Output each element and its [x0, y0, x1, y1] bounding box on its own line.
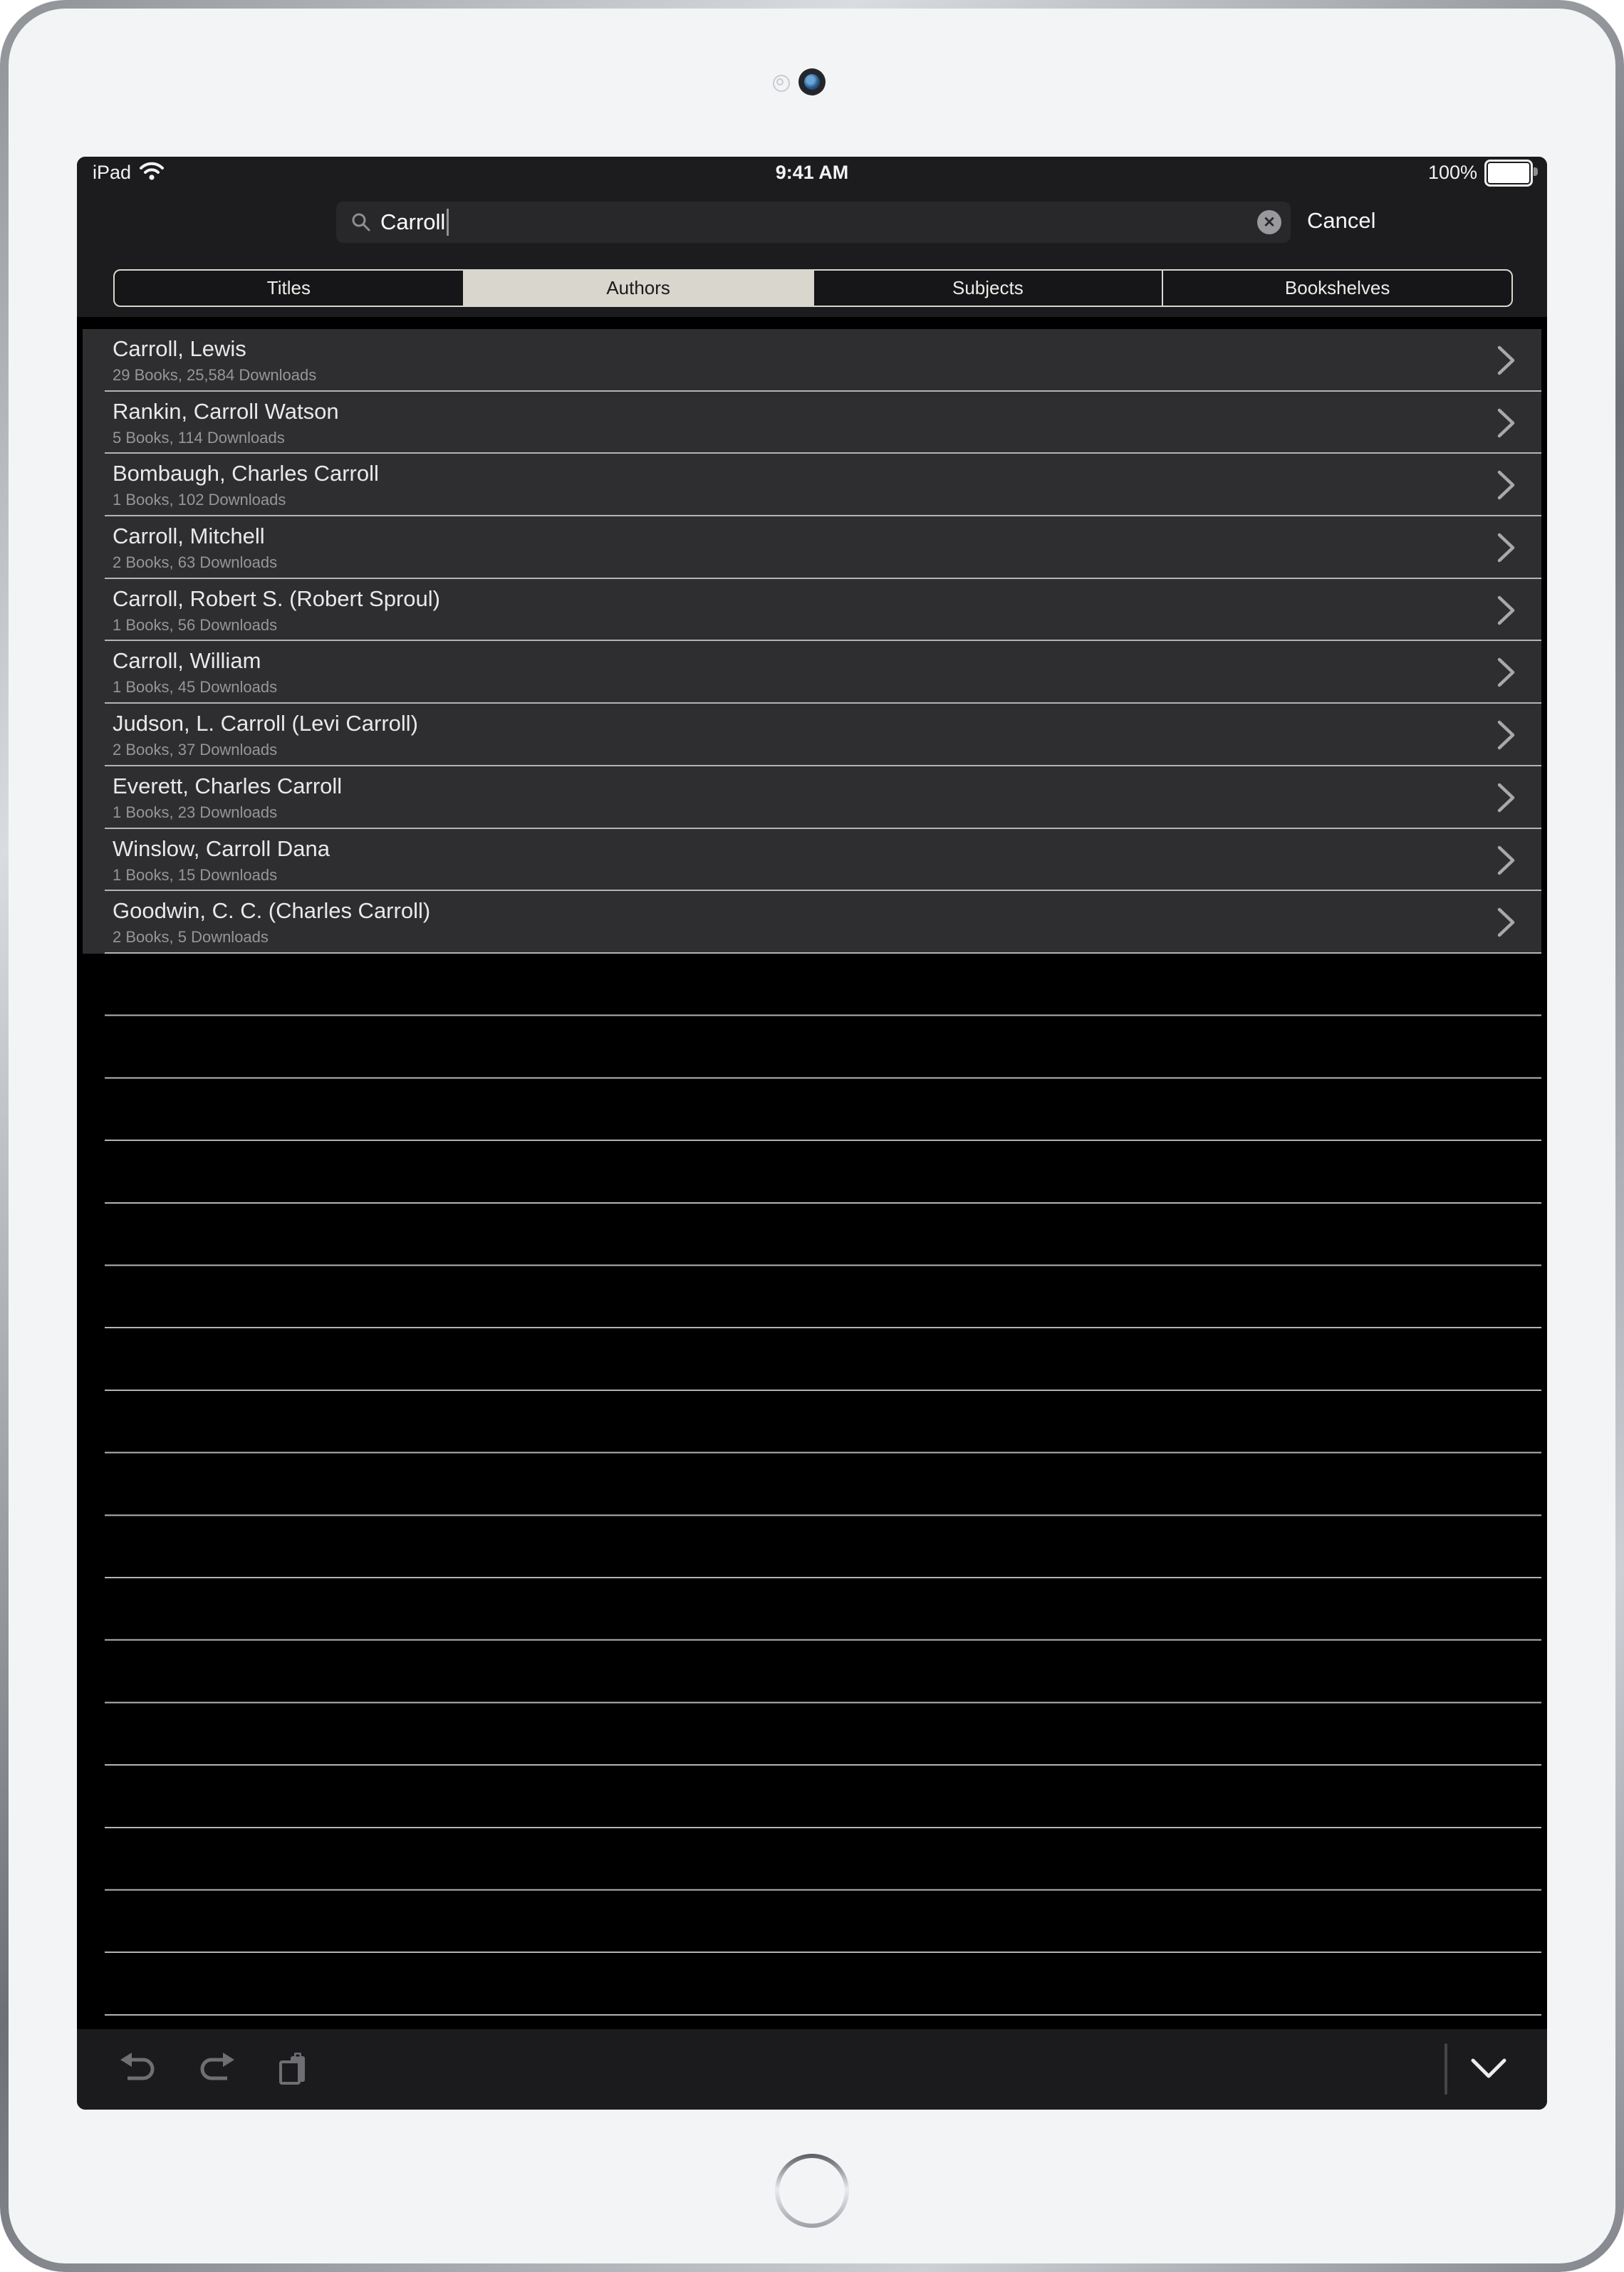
list-item[interactable] — [83, 392, 1541, 454]
author-name: Goodwin, C. C. (Charles Carroll) — [113, 898, 431, 924]
list-item[interactable] — [83, 516, 1541, 579]
author-name: Everett, Charles Carroll — [113, 773, 343, 798]
screen — [77, 157, 1547, 2110]
carrier-label: iPad — [93, 162, 132, 183]
tab-bookshelves[interactable]: Bookshelves — [1162, 271, 1511, 306]
author-name: Winslow, Carroll Dana — [113, 835, 330, 861]
author-results-list — [77, 329, 1547, 954]
author-details: 1 Books, 56 Downloads — [113, 615, 278, 634]
tab-authors[interactable]: Authors — [463, 271, 813, 306]
search-header — [77, 189, 1547, 317]
author-name: Carroll, Lewis — [113, 336, 246, 361]
chevron-right-icon — [1497, 469, 1516, 504]
author-name: Bombaugh, Charles Carroll — [113, 461, 379, 486]
search-icon — [350, 212, 372, 233]
text-cursor — [447, 209, 449, 236]
author-details: 5 Books, 114 Downloads — [113, 428, 285, 447]
keyboard-accessory-bar — [77, 2029, 1547, 2110]
list-item[interactable] — [83, 891, 1541, 954]
author-details: 1 Books, 45 Downloads — [113, 678, 278, 697]
chevron-right-icon — [1497, 407, 1516, 442]
author-details: 29 Books, 25,584 Downloads — [113, 366, 317, 384]
undo-icon[interactable] — [116, 2048, 159, 2090]
chevron-right-icon — [1497, 532, 1516, 567]
author-details: 2 Books, 63 Downloads — [113, 553, 278, 572]
list-item[interactable] — [83, 579, 1541, 642]
search-scope-tabs — [113, 269, 1513, 307]
search-query-text: Carroll — [380, 209, 446, 234]
author-details: 2 Books, 5 Downloads — [113, 928, 269, 947]
list-item[interactable] — [83, 704, 1541, 766]
search-input[interactable] — [336, 202, 1291, 243]
clear-circle-icon[interactable]: ✕ — [1257, 210, 1281, 234]
chevron-right-icon — [1497, 719, 1516, 754]
dismiss-keyboard-icon[interactable] — [1467, 2048, 1510, 2090]
empty-table-area — [83, 954, 1541, 2029]
paste-icon[interactable] — [271, 2048, 313, 2090]
chevron-right-icon — [1497, 782, 1516, 817]
status-bar — [77, 157, 1547, 189]
author-details: 1 Books, 15 Downloads — [113, 865, 278, 884]
author-name: Carroll, Mitchell — [113, 523, 265, 549]
redo-icon[interactable] — [196, 2048, 239, 2090]
author-details: 1 Books, 102 Downloads — [113, 491, 286, 509]
header-table-gap — [77, 317, 1547, 329]
list-item[interactable] — [83, 329, 1541, 392]
tab-subjects[interactable]: Subjects — [813, 271, 1162, 306]
author-details: 1 Books, 23 Downloads — [113, 803, 278, 821]
list-item[interactable] — [83, 454, 1541, 516]
cancel-button[interactable]: Cancel — [1307, 208, 1376, 233]
home-button[interactable] — [775, 2154, 849, 2228]
author-name: Judson, L. Carroll (Levi Carroll) — [113, 711, 418, 736]
author-details: 2 Books, 37 Downloads — [113, 741, 278, 759]
author-name: Carroll, Robert S. (Robert Sproul) — [113, 585, 440, 611]
chevron-right-icon — [1497, 845, 1516, 880]
tab-titles[interactable]: Titles — [266, 277, 311, 298]
list-item[interactable] — [83, 829, 1541, 892]
empty-row-separators — [105, 954, 1541, 2029]
chevron-right-icon — [1497, 907, 1516, 942]
battery-percent: 100% — [1427, 162, 1477, 183]
toolbar-divider — [1445, 2043, 1447, 2095]
author-name: Rankin, Carroll Watson — [113, 398, 339, 424]
author-name: Carroll, William — [113, 648, 261, 674]
front-camera-icon — [798, 68, 826, 95]
list-item[interactable] — [83, 641, 1541, 704]
battery-full-icon — [1484, 160, 1533, 187]
chevron-right-icon — [1497, 595, 1516, 630]
chevron-right-icon — [1497, 345, 1516, 380]
list-item[interactable] — [83, 766, 1541, 829]
clock: 9:41 AM — [775, 162, 849, 183]
ambient-sensor-icon — [773, 75, 790, 92]
chevron-right-icon — [1497, 657, 1516, 692]
